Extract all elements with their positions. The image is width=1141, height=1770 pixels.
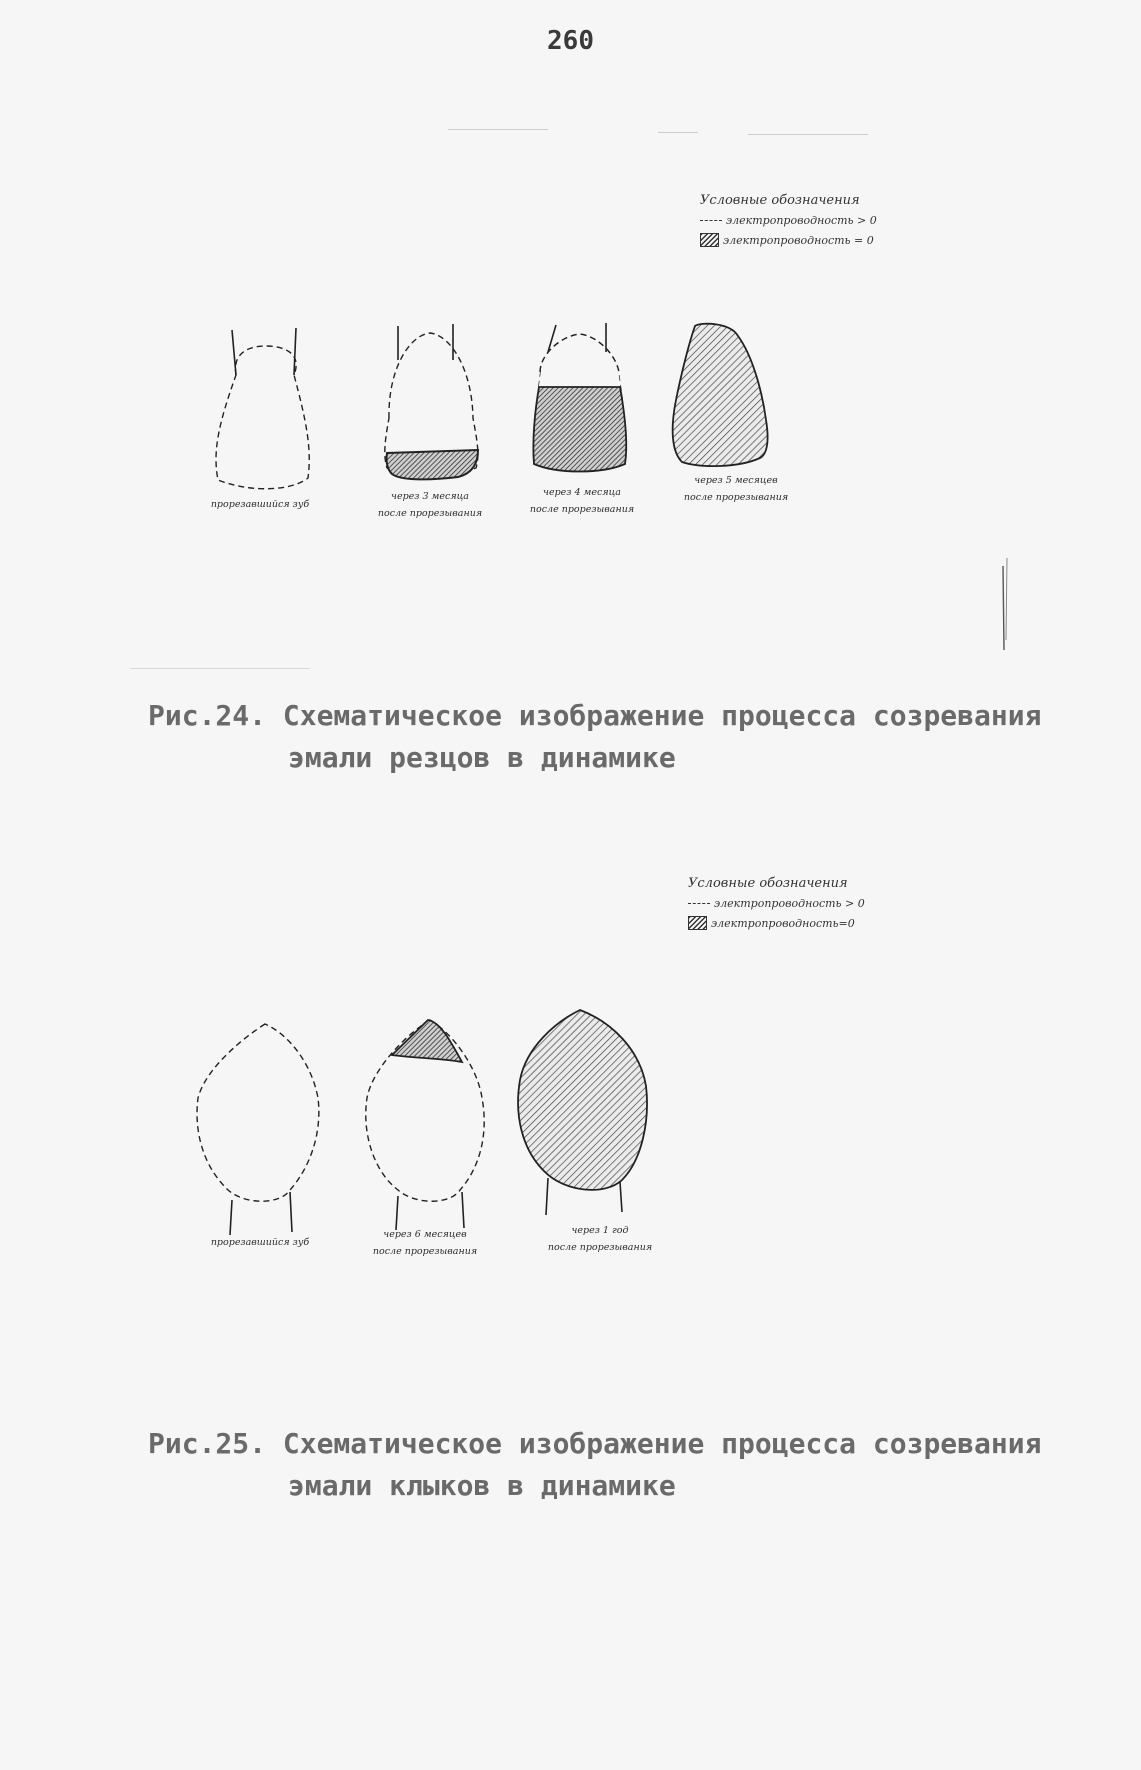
label-fig25-3: через 1 год после прорезывания	[547, 1225, 653, 1253]
legend-row-hatched	[688, 916, 865, 930]
label-fig25-1: прорезавшийся зуб	[210, 1237, 310, 1248]
legend-fig24	[700, 193, 877, 253]
page-number: 260	[547, 26, 594, 56]
caption-fig25	[148, 1423, 1041, 1507]
dashed-line-icon	[700, 220, 722, 221]
legend-dashed-text: электропроводность > 0	[726, 214, 877, 227]
legend-row-dashed	[688, 897, 865, 910]
incisor-4-months	[520, 323, 640, 487]
canine-1-year	[518, 1010, 647, 1215]
canine-erupted	[197, 1024, 319, 1235]
hatched-swatch-icon	[700, 233, 719, 247]
legend-fig25	[688, 876, 865, 936]
caption-fig24-line1: Рис.24. Схематическое изображение процесса созревания	[148, 699, 1042, 732]
legend-row-hatched	[700, 233, 877, 247]
incisor-erupted	[216, 328, 309, 489]
caption-fig24-line2: эмали резцов в динамике	[288, 741, 676, 774]
label-fig24-3: через 4 месяца после прорезывания	[529, 487, 635, 515]
dashed-line-icon	[688, 903, 710, 904]
scan-artifact	[1003, 566, 1004, 650]
canine-6-months	[366, 1020, 484, 1230]
label-fig24-1: прорезавшийся зуб	[210, 499, 310, 510]
caption-fig24	[148, 695, 1041, 779]
hatched-swatch-icon	[688, 916, 707, 930]
label-fig25-2: через 6 месяцев после прорезывания	[372, 1229, 478, 1257]
incisor-3-months	[385, 324, 478, 479]
legend-title: Условные обозначения	[700, 193, 860, 208]
caption-fig25-line1: Рис.25. Схематическое изображение процесса созревания	[148, 1427, 1042, 1460]
incisor-5-months	[673, 324, 768, 466]
legend-hatched-text: электропроводность=0	[711, 916, 855, 930]
label-fig24-4: через 5 месяцев после прорезывания	[683, 475, 789, 503]
caption-fig25-line2: эмали клыков в динамике	[288, 1469, 676, 1502]
legend-hatched-text: электропроводность = 0	[723, 233, 874, 247]
legend-row-dashed	[700, 214, 877, 227]
label-fig24-2: через 3 месяца после прорезывания	[377, 491, 483, 519]
legend-dashed-text: электропроводность > 0	[714, 897, 865, 910]
legend-title: Условные обозначения	[688, 876, 848, 891]
